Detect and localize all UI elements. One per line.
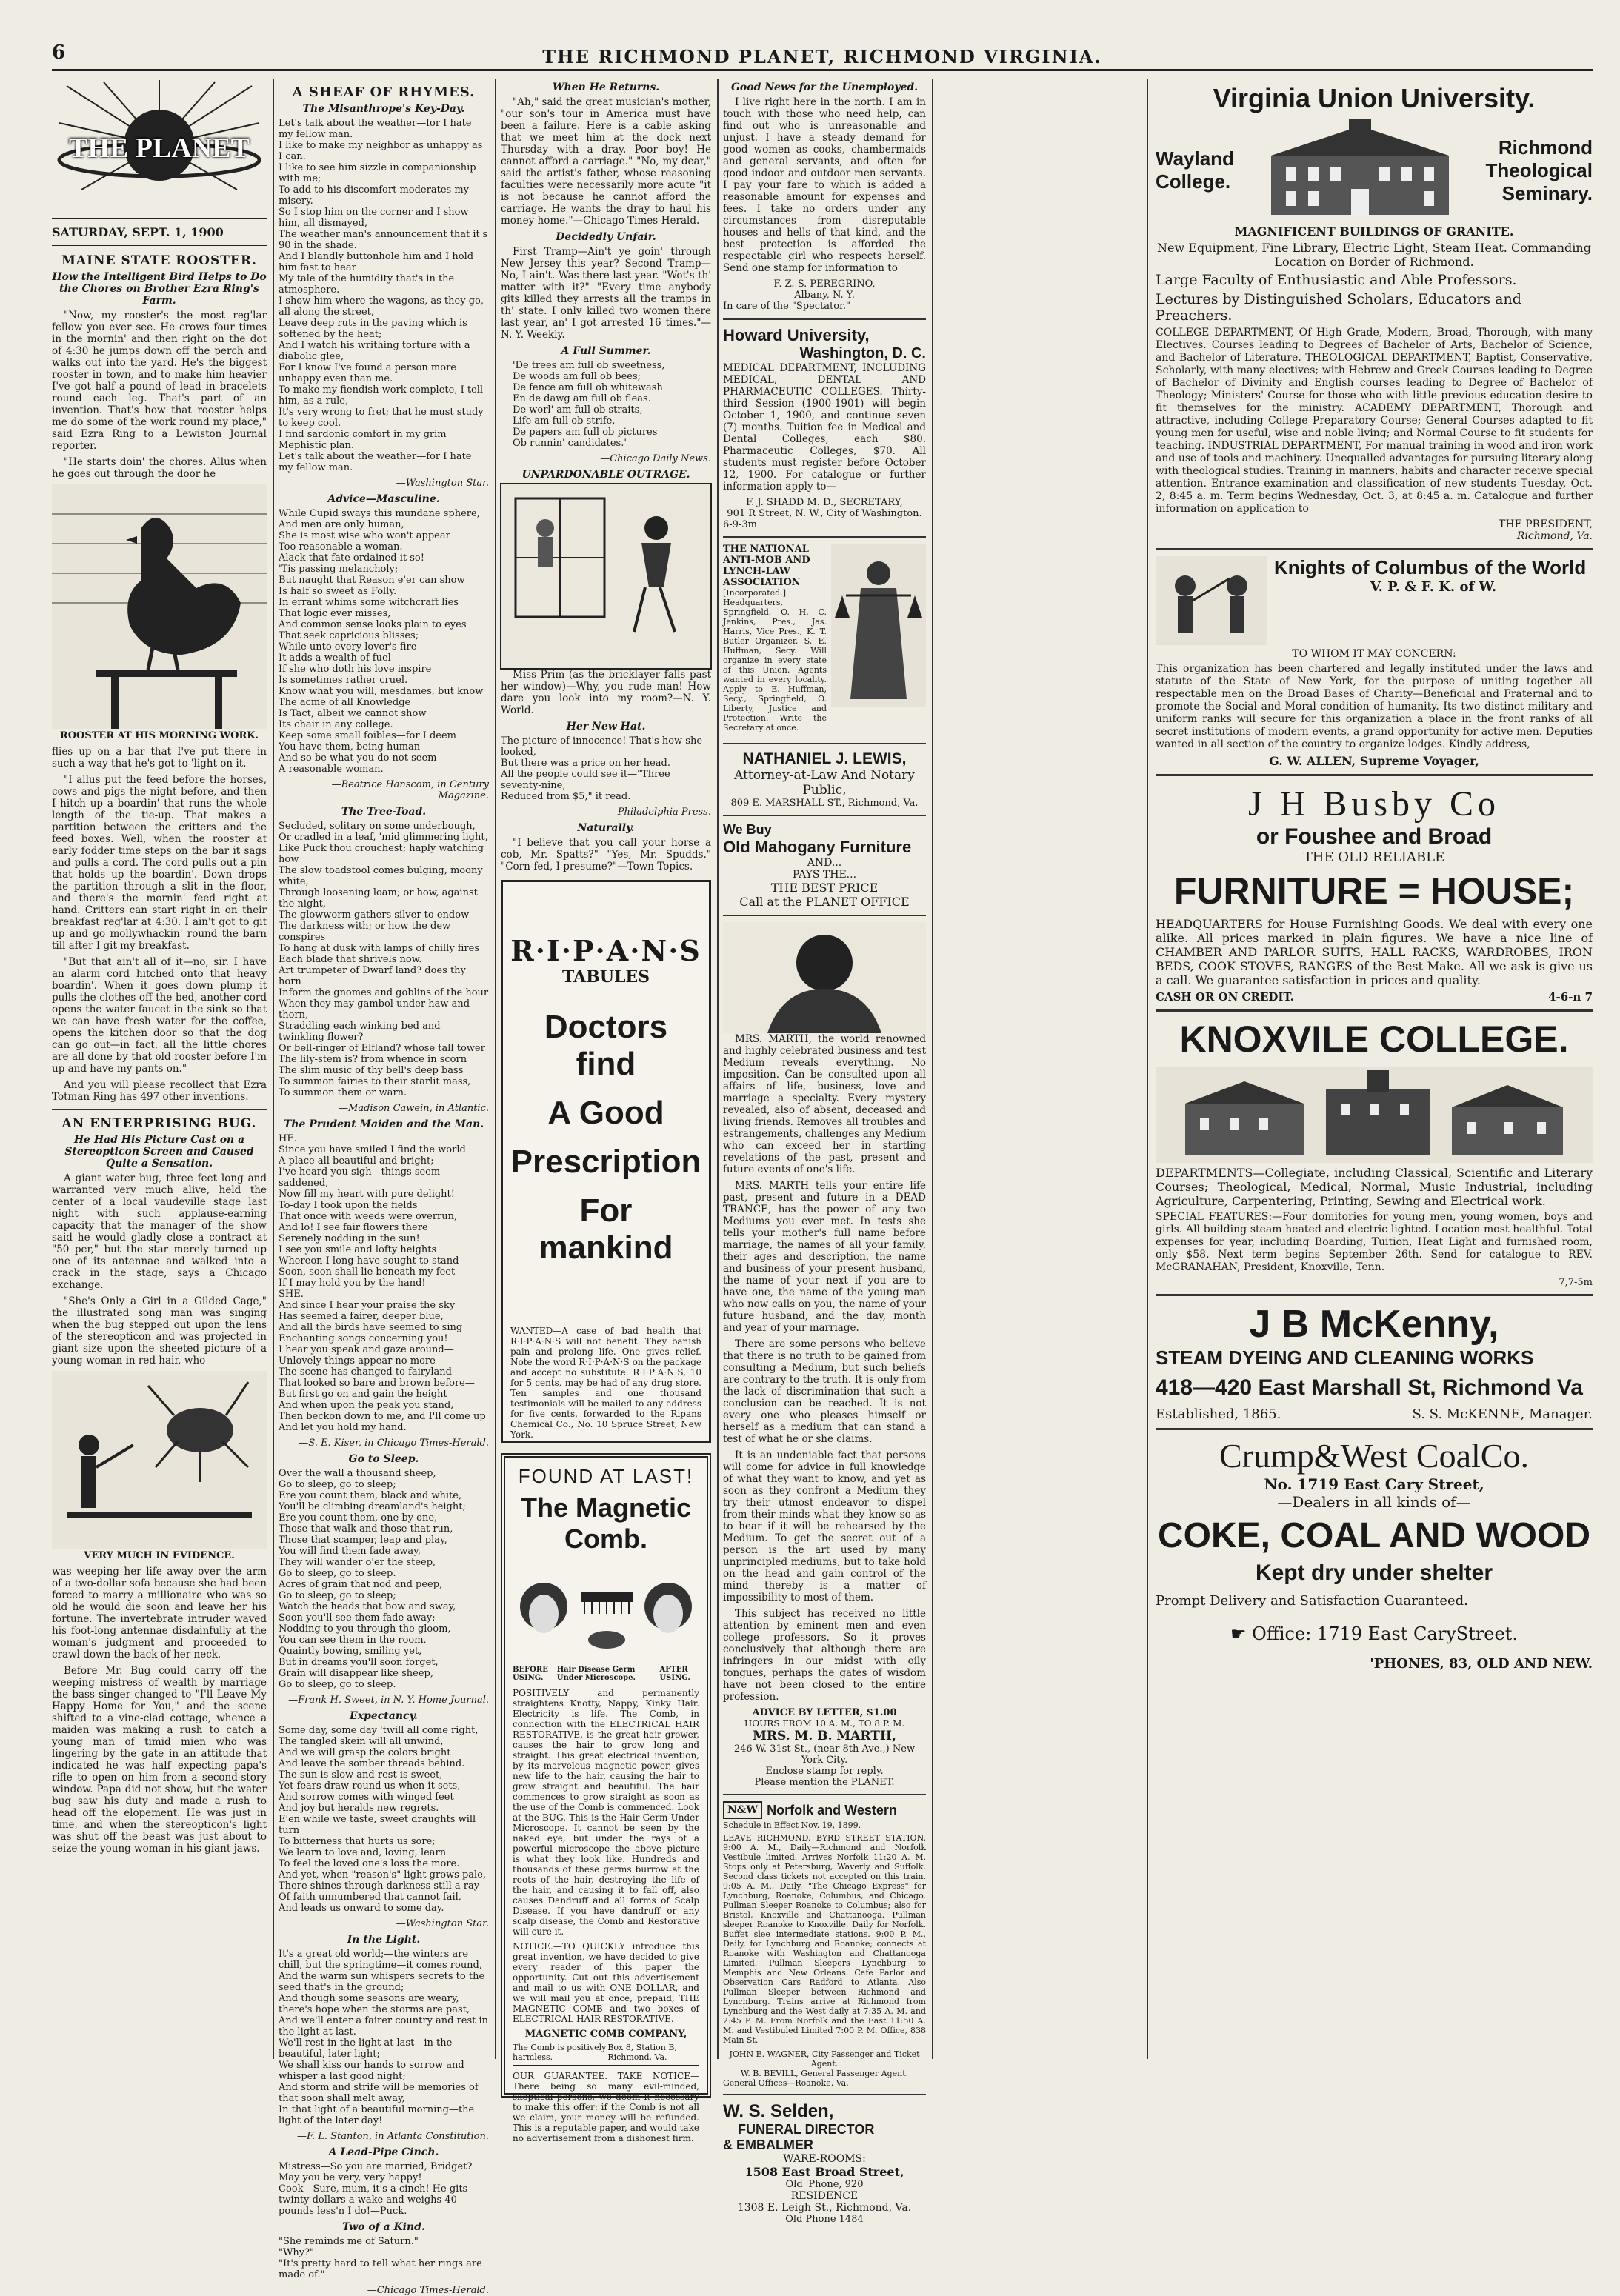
mckenny-title: J B McKenny, bbox=[1249, 1303, 1499, 1346]
comb-body: POSITIVELY and permanently straightens Knotty, Nappy, Kinky Hair. Electricity is life. The Comb, in connection with the ELECTRICAL HAIR RESTORATIVE, is the great hair grower, causes the hair to grow long and straight. This great electrical invention, by its marvelous magnetic power, gives new life to the hair, causing the hair to grow straight and beautiful. The hair commences to grow straight as soon as the use of the Comb is commenced. Look at the BUG. This is the Hair Germ Under Microscope. It cannot be seen by the naked eye, but under the rays of a powerful microscope the above picture is what they look like. Hundreds and thousands of these germs burrow at the roots of the hair, destroying the life of the hair, and causing it to fall off, also causes Dandruff and all forms of Scalp Disease. If you have dandruff or any scalp disease, the Comb and Restorative will cure it. bbox=[513, 1688, 699, 1937]
marth-paragraph: There are some persons who believe that there is no truth to be gained from consulting a Medium, but such beliefs are contrary to the truth. It is only from the lack of discrimination that such a conclusion can be reached. It is not every one who pleases himself or herself as a medium that can stand a test of what he or she claims. bbox=[723, 1338, 926, 1445]
crump-coke: COKE, COAL AND WOOD bbox=[1158, 1516, 1590, 1555]
lewis-name: NATHANIEL J. LEWIS, bbox=[742, 750, 907, 767]
section-title: A SHEAF OF RHYMES. bbox=[292, 84, 476, 100]
masthead bbox=[52, 79, 267, 219]
poem-credit: —Beatrice Hanscom, in Century Magazine. bbox=[331, 779, 489, 801]
busby-location: or Foushee and Broad bbox=[1256, 824, 1493, 849]
anti-mob-title: THE NATIONAL ANTI-MOB AND LYNCH-LAW ASSOCIATION bbox=[723, 544, 810, 588]
buy-title: Old Mahogany Furniture bbox=[723, 838, 912, 856]
cartoon-title: UNPARDONABLE OUTRAGE. bbox=[521, 469, 690, 481]
nw-office: General Offices—Roanoke, Va. bbox=[723, 2078, 849, 2088]
mckenny-address: 418—420 East Marshall St, Richmond Va bbox=[1156, 1375, 1583, 1400]
rooster-illustration bbox=[52, 484, 267, 729]
poem-credit: —F. L. Stanton, in Atlanta Constitution. bbox=[296, 2131, 489, 2142]
knox-body: DEPARTMENTS—Collegiate, including Classical, Scientific and Literary Courses; Theological, Medical, Normal, Music Industrial, including Agriculture, Carpentering, Printing, Sewing and Electrical work. bbox=[1156, 1166, 1593, 1208]
ripans-line: Doctors find bbox=[544, 1009, 668, 1082]
column-3 bbox=[501, 79, 711, 2143]
column-5 bbox=[1156, 79, 1593, 2059]
ripans-line: For mankind bbox=[539, 1192, 673, 1266]
poem-title: Advice—Masculine. bbox=[327, 493, 440, 505]
illustration-caption: ROOSTER AT HIS MORNING WORK. bbox=[59, 730, 259, 741]
comb-notice: NOTICE.—TO QUICKLY introduce this great invention, we have decided to give every reader of this paper the opportunity. Cut out this advertisement and mail to us with ONE DOLLAR, and we will mail you at once, prepaid, THE MAGNETIC COMB and two boxes of ELECTRICAL HAIR RESTORATIVE. bbox=[513, 1941, 699, 2024]
marth-paragraph: MRS. MARTH tells your entire life past, present and future in a DEAD TRANCE, has the power of any two Mediums you ever met. In tests she tells your mother's full name before marriage, the names of all your family, their ages and description, the name and business of your present husband, the name of your next if you are to have one, the name of the young man who now calls on you, the name of your future husband, and the day, month and year of your marriage. bbox=[723, 1180, 926, 1334]
comb-footer bbox=[513, 2043, 699, 2062]
vuu-left: Wayland bbox=[1156, 147, 1234, 170]
divider bbox=[1156, 1428, 1593, 1430]
poem-title: Her New Hat. bbox=[566, 721, 646, 732]
article-paragraph: And you will please recollect that Ezra Totman Ring has 497 other inventions. bbox=[52, 1079, 267, 1103]
divider bbox=[723, 2094, 926, 2095]
poem-credit: —Madison Cawein, in Atlantic. bbox=[339, 1103, 489, 1114]
mckenny-footer bbox=[1156, 1406, 1593, 1422]
column-rule bbox=[1147, 79, 1148, 2059]
ripans-line: Prescription bbox=[510, 1144, 701, 1180]
poem-title: The Misanthrope's Key-Day. bbox=[302, 103, 465, 115]
newspaper-title: THE RICHMOND PLANET, RICHMOND VIRGINIA. bbox=[542, 46, 1102, 67]
ad-text: I live right here in the north. I am in touch with those who need help, can find out who is unreasonable and unjust. I have a steady demand for good women as cooks, chambermaids and general servants, and often for good indoor and outdoor men servants. I pay your fare to which is added a reasonable amount for expenses and fees. I take no orders under any circumstances from disreputable houses and hells of that kind, and the best protection is afforded the respectable girl who respects herself. Send one stamp for information to bbox=[723, 96, 926, 274]
ad-care: In care of the "Spectator." bbox=[723, 301, 851, 312]
ripans-line: A Good bbox=[547, 1095, 664, 1131]
ripans-fine-print: WANTED—A case of bad health that R·I·P·A·N·S will not benefit. They banish pain and prolong life. One gives relief. Note the word R·I·P·A·N·S on the package and accept no substitute. R·I·P·A·N·S, 10 for 5 cents, may be had of any drug store. Ten samples and one thousand testimonials will be mailed to any address for five cents, forwarded to the Ripans Chemical Co., No. 10 Spruce Street, New York. bbox=[510, 1326, 701, 1440]
cartoon-caption: Miss Prim (as the bricklayer falls past her window)—Why, you rude man! How dare you look into my room?—N. Y. World. bbox=[501, 669, 711, 716]
mckenny-established: Established, 1865. bbox=[1156, 1406, 1281, 1422]
buy-price: THE BEST PRICE bbox=[770, 881, 879, 895]
magnetic-comb-advertisement bbox=[501, 1453, 711, 2143]
article-paragraph: "But that ain't all of it—no, sir. I have an alarm cord hitched onto that heavy boardin'. When it goes down plump it pulls the clothes off the bed, another cord opens the water faucet in the sink so that we can have fresh water for the coffee, opens the kitchen door so that the dog can go out—in fact, all the little chores are all done by that old rooster before I'm up and have my pants on." bbox=[52, 956, 267, 1075]
marth-stamp: Enclose stamp for reply. bbox=[765, 1766, 884, 1777]
nw-schedule: Schedule in Effect Nov. 19, 1899. bbox=[723, 1821, 861, 1830]
university-building-illustration bbox=[1256, 119, 1464, 222]
crump-dealers: —Dealers in all kinds of— bbox=[1277, 1493, 1471, 1511]
marth-address: 246 W. 31st St., (near 8th Ave.,) New York City. bbox=[733, 1743, 916, 1766]
marth-advice: ADVICE BY LETTER, $1.00 bbox=[752, 1707, 897, 1718]
ripans-heading bbox=[510, 934, 701, 987]
howard-secretary: F. J. SHADD M. D., SECRETARY, bbox=[746, 497, 903, 508]
poem-text: Mistress—So you are married, Bridget? May you be very, very happy! Cook—Sure, mum, it's a cinch! He gits twinty dollars a wake and weighs 40 pounds less'n I do!—Puck. bbox=[279, 2161, 473, 2217]
vuu-lectures: Lectures by Distinguished Scholars, Educators and Preachers. bbox=[1156, 291, 1521, 324]
comb-found: FOUND AT LAST! bbox=[518, 1465, 694, 1487]
divider bbox=[723, 536, 926, 538]
comb-illustration bbox=[514, 1562, 698, 1666]
busby-furniture: FURNITURE = HOUSE; bbox=[1173, 870, 1575, 912]
article-paragraph: was weeping her life away over the arm of a two-dollar sofa because she had been forced to marry a millionaire who was so old he would die soon and leave her his fortune. The invertebrate intruder waved his foot-long antennae disdainfully at the woman's judgment and proceeded to crawl down the back of her neck. bbox=[52, 1566, 267, 1661]
column-4 bbox=[723, 79, 926, 2225]
vuu-president: THE PRESIDENT, bbox=[1499, 518, 1593, 530]
crump-prompt: Prompt Delivery and Satisfaction Guaranteed. bbox=[1156, 1593, 1468, 1609]
divider bbox=[723, 318, 926, 320]
poem-credit: —Frank H. Sweet, in N. Y. Home Journal. bbox=[288, 1695, 489, 1706]
newspaper-page bbox=[52, 37, 1593, 2296]
buy-and: AND... bbox=[807, 857, 842, 869]
ripans-slogan bbox=[510, 1009, 701, 1267]
lewis-title: Attorney-at-Law And Notary Public, bbox=[734, 768, 915, 798]
poem-text: Some day, some day 'twill all come right, The tangled skein will all unwind, And we will grasp the colors bright And leave the somber threads behind. The sun is slow and rest is sweet, Yet fears draw round us when it sets, And sorrow comes with winged feet And joy but heralds new regrets. E'en while we taste, sweet draughts will turn To bitterness that hurts us sore; We learn to love and, loving, learn To feel the loved one's loss the more. And yet, when "reason's" light grows pale, There shines through darkness still a ray Of faith unnumbered that cannot fail, And leads us onward to some day. bbox=[279, 1725, 487, 1914]
poem-title: A Lead-Pipe Cinch. bbox=[328, 2146, 439, 2158]
poem-list bbox=[279, 103, 489, 2296]
anecdote-text: First Tramp—Ain't ye goin' through New Jersey this year? Second Tramp—No, I ain't. Was there last year. "Wot's th' matter with it?" "Every time anybody gits killed they arrests all the tramps in th' state. I only killed two women there last year, an' I got arrested 16 times."—N. Y. Weekly. bbox=[501, 246, 711, 341]
selden-name: W. S. Selden, bbox=[723, 2101, 834, 2121]
selden-address: 1508 East Broad Street, bbox=[744, 2165, 904, 2179]
nw-title: Norfolk and Western bbox=[767, 1802, 897, 1818]
howard-city: Washington, D. C. bbox=[799, 345, 926, 361]
comb-caption-germ: Hair Disease Germ Under Microscope. bbox=[556, 1666, 636, 1682]
vuu-body: COLLEGE DEPARTMENT, Of High Grade, Modern, Broad, Thorough, with many Electives. Courses leading to Degrees of Bachelor of Arts, Bachelor of Science, and Bachelor of Literature. THEOLOGICAL DEPARTMENT, Baptist, Conservative, Scholarly, with many electives; with Hebrew and Greek Courses leading to Degree of Bachelor of Divinity and English courses leading to Degree of Bachelor of Theology; Ministers' Course for those who with little previous education desire to fit themselves for the ministry. ACADEMY DEPARTMENT, Thorough and attractive, including College Preparatory Course; General Courses adapted to fit young men for useful, wise and noble living; and Normal Course to fit students for teaching. INDUSTRIAL DEPARTMENT, For manual training in wood and iron work and use of tools and machinery. Unequalled advantages for pursuing literary along with theological studies. Training in manners, habits and character receive special attention. Entrance examination and classification of new students Tuesday, Oct. 2, 8:45 a. m. Term begins Wednesday, Oct. 3, at 8:45 a. m. Catalogue and further information on application to bbox=[1156, 327, 1593, 515]
busby-name: J H Busby Co bbox=[1247, 784, 1501, 824]
anti-mob-text: [Incorporated.] Headquarters, Springfield, O. H. C. Jenkins, Pres., Jas. Harris, Vice Pres., K. T. Butler Organizer, S. E. Huffman, Secy. Will organize in every state of this Union. Agents wanted in every locality. Apply to E. Huffman, Secy., Springfield, O. Liberty, Justice and Protection. Write the Secretary at once. bbox=[723, 588, 827, 732]
vuu-title: Virginia Union University. bbox=[1213, 83, 1536, 113]
vuu-right: Theological bbox=[1485, 158, 1593, 181]
knox-title: KNOXVILE COLLEGE. bbox=[1179, 1018, 1569, 1060]
outrage-illustration bbox=[501, 484, 711, 669]
busby-code: 4-6-n 7 bbox=[1548, 990, 1593, 1004]
marth-name: MRS. M. B. MARTH, bbox=[753, 1729, 896, 1743]
article-subtitle: How the Intelligent Bird Helps to Do the Chores on Brother Ezra Ring's Farm. bbox=[52, 271, 267, 307]
selden-title: & EMBALMER bbox=[723, 2138, 813, 2152]
busby-cash: CASH OR ON CREDIT. bbox=[1156, 990, 1294, 1004]
poem-text: Secluded, solitary on some underbough, Or cradled in a leaf, 'mid glimmering light, Like Puck thou crouchest; haply watching how The slow toadstool comes bulging, moony white, Through loosening loam; or how, against the night, The glowworm gathers silver to endow The darkness with; or how the dew conspires To hang at dusk with lamps of chilly fires Each blade that shrivels now. Art trumpeter of Dwarf land? does thy horn Inform the gnomes and goblins of the hour When they may gambol under haw and thorn, Straddling each winking bed and twinkling flower? Or bell-ringer of Elfland? whose tall tower The lily-stem is? from whence in scorn The slim music of thy bell's deep bass To summon fairies to their starlit mass, To summon them or warn. bbox=[279, 821, 489, 1098]
selden-phone: Old 'Phone, 920 bbox=[785, 2179, 864, 2190]
medium-portrait bbox=[723, 922, 926, 1033]
busby-footer bbox=[1156, 990, 1593, 1004]
buy-call: Call at the PLANET OFFICE bbox=[739, 895, 910, 909]
kc-subtitle: V. P. & F. K. of W. bbox=[1370, 579, 1497, 595]
anecdote-title: Naturally. bbox=[577, 822, 635, 834]
nw-header: N&W Norfolk and Western bbox=[723, 1801, 926, 1819]
comb-caption-before: BEFORE USING. bbox=[513, 1666, 548, 1682]
anecdote-text: "Ah," said the great musician's mother, "our son's tour in America must have been a failure. Here is a cable asking that we meet him at the dock next Thursday with a dray. Poor boy! He cannot afford a carriage." "No, my dear," said the artist's father, whose reasoning faculties were necessarily more acute "it is not because he cannot afford the carriage. He wants the dray to haul his money home."—Chicago Times-Herald. bbox=[501, 96, 711, 227]
marth-hours: HOURS FROM 10 A. M., TO 8 P. M. bbox=[744, 1718, 905, 1729]
selden-phone: Old Phone 1484 bbox=[785, 2214, 864, 2225]
crump-dry: Kept dry under shelter bbox=[1255, 1561, 1493, 1585]
marth-paragraph: It is an undeniable fact that persons will come for advice in full knowledge of what they want to know, and yet as soon as they confront a Medium they try their utmost endeavor to dispel from their minds what they know so as to hear if it will be rehearsed by the Medium. To get the secret out of a person is the art used by many unprincipled mediums, but to take hold on the head and gain control of the mind thereby is a matter of impossibility to most of them. bbox=[723, 1449, 926, 1603]
comb-guarantee: OUR GUARANTEE. TAKE NOTICE—There being so many evil-minded, skeptical persons, we deem it necessary to make this offer: if the Comb is not all we claim, your money will be refunded. This is a reputable paper, and would take no advertisement from a dishonest firm. bbox=[513, 2065, 699, 2143]
article-paragraph: "I allus put the feed before the horses, cows and pigs the night before, and then I hitch up a boardin' that runs the whole length of the tie-up. That makes a partition between the critters and the feed boxes. Well, when the rooster at early fodder time steps on the bar it sags and pulls a cord. The cord pulls out a pin that holds up the boardin'. Down drops the partition through a slit in the floor, and there's the mornin' feed right at hand. Critters can start right in on their breakfast reg'lar at 4:30. I ain't got to git up and go mollywhackin' round the barn till after I git my breakfast. bbox=[52, 774, 267, 952]
vuu-right: Richmond bbox=[1498, 136, 1593, 158]
buy-pays: PAYS THE... bbox=[792, 869, 857, 881]
column-rule bbox=[932, 79, 933, 2059]
poem-title: Expectancy. bbox=[350, 1710, 418, 1722]
howard-text: MEDICAL DEPARTMENT, INCLUDING MEDICAL, DENTAL AND PHARMACEUTIC COLLEGES. Thirty-third Session (1900-1901) will begin October 1, 1900, and continue seven (7) months. Tuition fee in Medical and Dental Colleges, each $80. Pharmaceutic Colleges, $70. All students must register before October 12, 1900. For catalogue or further information apply to— bbox=[723, 362, 926, 493]
poem-text: It's a great old world;—the winters are chill, but the springtime—it comes round, And the warm sun whispers secrets to the seed that's in the ground; And though some seasons are weary, there's hope when the storms are past, And we'll enter a fairer country and rest in the light at last. We'll rest in the light at last—in the beautiful, later light; We shall kiss our hands to sorrow and whisper a last good night; And storm and strife will be memories of that soon shall melt away, In that light of a beautiful morning—the light of the later day! bbox=[279, 1949, 489, 2126]
comb-captions bbox=[513, 1666, 699, 1682]
divider bbox=[723, 915, 926, 916]
mckenny-works: STEAM DYEING AND CLEANING WORKS bbox=[1156, 1346, 1534, 1369]
illustration-caption: VERY MUCH IN EVIDENCE. bbox=[84, 1550, 235, 1561]
crump-office bbox=[1156, 1623, 1593, 1644]
howard-address: 901 R Street, N. W., City of Washington. bbox=[727, 508, 922, 519]
poem-title: Go to Sleep. bbox=[348, 1453, 419, 1465]
column-2 bbox=[279, 79, 489, 2296]
kc-title: Knights of Columbus of the World bbox=[1274, 556, 1587, 578]
ripans-tabules: TABULES bbox=[561, 967, 650, 987]
issue-date: SATURDAY, SEPT. 1, 1900 bbox=[52, 219, 267, 247]
column-1 bbox=[52, 79, 267, 2059]
poem-title: In the Light. bbox=[347, 1934, 421, 1946]
poem-title: A Full Summer. bbox=[561, 345, 651, 357]
crump-phones: 'PHONES, 83, OLD AND NEW. bbox=[1370, 1656, 1593, 1672]
article-title: AN ENTERPRISING BUG. bbox=[61, 1116, 257, 1131]
comb-caption-after: AFTER USING. bbox=[659, 1666, 690, 1682]
kc-address-line: TO WHOM IT MAY CONCERN: bbox=[1292, 648, 1456, 660]
article-subtitle: He Had His Picture Cast on a Stereopticon Screen and Caused Quite a Sensation. bbox=[64, 1134, 254, 1169]
vuu-city: Richmond, Va. bbox=[1516, 530, 1593, 542]
buy-we: We Buy bbox=[723, 822, 772, 837]
ad-title: Good News for the Unemployed. bbox=[730, 81, 919, 93]
page-number: 6 bbox=[52, 41, 66, 64]
crump-address: No. 1719 East Cary Street, bbox=[1264, 1475, 1484, 1493]
comb-company: MAGNETIC COMB COMPANY, bbox=[524, 2029, 687, 2040]
poem-text: Let's talk about the weather—for I hate my fellow man. I like to make my neighbor as unhappy as I can. I like to see him sizzle in companionship with me; To add to his discomfort moderates my misery. So I stop him on the corner and I show him, all dismayed, The weather man's announcement that it's 90 in the shade. And I blandly buttonhole him and I hold him fast to hear My tale of the humidity that's in the atmosphere. I show him where the wagons, as they go, all along the street, Leave deep ruts in the paving which is softened by the heat; And I watch his writhing torture with a diabolic glee, For I know I've found a person more unhappy even than me. To make my fiendish work complete, I tell him, as a rule, It's very wrong to fret; that he must study to keep cool. I find sardonic comfort in my grim Mephistic plan. Let's talk about the weather—for I hate my fellow man. bbox=[279, 118, 488, 473]
comb-harmless: The Comb is positively harmless. bbox=[513, 2043, 607, 2062]
kc-body: This organization has been chartered and legally instituted under the laws and statute of the State of New York, for the purpose of uniting together all respectable men on the Broad Bases of Charity—Beneficial and Fraternal and to promote the Social and Moral condition of humanity. Its two distinct military and uniform ranks will secure for this organization a place in the front ranks of all secret institutions of modern events, a grand opportunity for active men. Deputies wanted in all section of the country to organize lodges. Kindly address, bbox=[1156, 663, 1593, 750]
column-rule bbox=[273, 79, 274, 2059]
kc-header bbox=[1156, 556, 1593, 645]
busby-old: THE OLD RELIABLE bbox=[1303, 850, 1445, 865]
marth-paragraph: This subject has received no little attention by eminent men and even college professors. So it proves conclusively that although there are infringers in our midst with oily tongues, perhaps the gates of wisdom have not been closed to the entire profession. bbox=[723, 1608, 926, 1703]
comb-title: The Magnetic Comb. bbox=[520, 1492, 692, 1554]
vuu-faculty: Large Faculty of Enthusiastic and Able Professors. bbox=[1156, 272, 1517, 288]
vuu-right: Seminary. bbox=[1501, 181, 1593, 204]
divider bbox=[723, 743, 926, 744]
article-paragraph: "He starts doin' the chores. Allus when he goes out through the door he bbox=[52, 456, 267, 480]
divider bbox=[723, 815, 926, 816]
justice-figure-icon bbox=[831, 544, 926, 707]
anecdote-title: When He Returns. bbox=[552, 81, 660, 93]
selden-residence: RESIDENCE bbox=[790, 2190, 859, 2202]
anti-mob-ad bbox=[723, 544, 926, 737]
poem-text: "She reminds me of Saturn." "Why?" "It's pretty hard to tell what her rings are made of." bbox=[279, 2236, 482, 2280]
crump-office-text: Office: 1719 East CaryStreet. bbox=[1252, 1623, 1518, 1644]
ripans-brand: R·I·P·A·N·S bbox=[510, 934, 701, 967]
divider bbox=[1156, 774, 1593, 776]
nw-body: LEAVE RICHMOND, BYRD STREET STATION. 9:00 A. M., Daily—Richmond and Norfolk Vestibule limited. Arrives Norfolk 11:20 A. M. Stops only at Petersburg, Waverly and Suffolk. Second class tickets not accepted on this train. 9:05 A. M., Daily, "The Chicago Express" for Lynchburg, Roanoke, Columbus, and Chicago. Pullman Sleeper Roanoke to Columbus; also for Bristol, Knoxville and Chattanooga. Pullman sleeper Roanoke to Knoxville. Daily for Norfolk. Buffet slee intermediate stations. 9:00 P. M., Daily, for Lynchburg and Roanoke; connects at Roanoke with Washington and Chattanooga Limited. Pullman Sleepers Lynchburg to Memphis and New Orleans. Cafe Parlor and Observation Cars Radford to Atlanta. Also Pullman Sleeper between Richmond and Lynchburg. Trains arrive at Richmond from Lynchburg and the West daily at 7:35 A. M. and 2:45 P. M. From Norfolk and the East 11:50 A. M. and Vestibuled Limited 7:00 P. M. Office, 838 Main St. bbox=[723, 1833, 926, 2045]
poem-credit: —S. E. Kiser, in Chicago Times-Herald. bbox=[299, 1438, 489, 1449]
poem-text: 'De trees am full ob sweetness, De woods am full ob bees; De fence am full ob whitewash En de dawg am full ob fleas. De worl' am full ob straits, Life am full ob strife, De papers am full ob pictures Ob runnin' candidates.' bbox=[513, 360, 665, 449]
knox-special: SPECIAL FEATURES:—Four domitories for young men, young women, boys and girls. All building steam heated and electric lighted. Location most healthful. Total expenses for year, including Boarding, Tuition, Heat Light and furnished room, only $58. Next term begins September 26th. Send for catalogue to REV. McGRANAHAN, President, Knoxville, Tenn. bbox=[1156, 1211, 1593, 1273]
divider bbox=[1156, 1009, 1593, 1012]
poem-credit: —Washington Star. bbox=[396, 478, 489, 489]
poem-credit: —Washington Star. bbox=[396, 1918, 489, 1929]
lewis-address: 809 E. MARSHALL ST., Richmond, Va. bbox=[730, 798, 919, 809]
page-header bbox=[52, 37, 1593, 71]
anecdote-text: "I believe that you call your horse a cob, Mr. Spatts?" "Yes, Mr. Spudds." "Corn-fed, I presume?"—Town Topics. bbox=[501, 837, 711, 872]
howard-dates: 6-9-3m bbox=[723, 519, 757, 530]
article-paragraph: "She's Only a Girl in a Gilded Cage," the illustrated song man was singing when the bug stepped out upon the lens of the stereopticon and was projected in giant size upon the sheeted picture of a young woman in red hair, who bbox=[52, 1295, 267, 1366]
article-paragraph: flies up on a bar that I've put there in such a way that he's got to 'light on it. bbox=[52, 746, 267, 770]
vuu-banner bbox=[1156, 119, 1593, 222]
poem-text: While Cupid sways this mundane sphere, And men are only human, She is most wise who won't appear Too reasonable a woman. Alack that fate ordained it so! 'Tis passing melancholy; But naught that Reason e'er can show Is half so sweet as Folly. In errant whims some witchcraft lies That logic ever misses, And common sense looks plain to eyes That seek capricious blisses; While unto every lover's fire It adds a wealth of fuel If she who doth his love inspire Is sometimes rather cruel. Know what you will, mesdames, but know The acme of all Knowledge Is Tact, albeit we cannot show Its chair in any college. Keep some small foibles—for I deem You have them, being human— And so be what you do not seem— A reasonable woman. bbox=[279, 508, 484, 775]
knox-code: 7,7-5m bbox=[1559, 1277, 1593, 1288]
column-rule bbox=[495, 79, 496, 2059]
divider bbox=[723, 1794, 926, 1795]
anecdote-title: Decidedly Unfair. bbox=[556, 231, 656, 243]
crump-title: Crump&West CoalCo. bbox=[1219, 1437, 1529, 1475]
ripans-advertisement bbox=[501, 880, 711, 1443]
poem-title: The Prudent Maiden and the Man. bbox=[283, 1118, 484, 1130]
article-title: MAINE STATE ROOSTER. bbox=[61, 253, 257, 268]
college-campus-illustration bbox=[1156, 1067, 1593, 1163]
nw-agent: W. B. BEVILL, General Passenger Agent. bbox=[740, 2069, 909, 2078]
article-paragraph: Before Mr. Bug could carry off the weeping mistress of wealth by marriage the bass singer changed to "I'll Leave My Happy Home for You," and the scene shifted to a vine-clad cottage, whence a maiden was making a rush to catch a young man of timid mien who was lingering by the gate in an attitude that indicated he was half expecting papa's rifle to open on him from a second-story window. Papa did not show, but the water bug saw his duty and made a rush to head off the elopement. He was just in time, and when the stereopticon's light was shut off the beast was just about to seize the young woman in his giant jaws. bbox=[52, 1665, 267, 1855]
divider bbox=[1156, 1294, 1593, 1296]
poem-credit: —Chicago Daily News. bbox=[600, 453, 711, 464]
selden-rooms: WARE-ROOMS: bbox=[783, 2153, 866, 2165]
ad-name: F. Z. S. PEREGRINO, bbox=[773, 278, 876, 290]
poem-credit: —Chicago Times-Herald. bbox=[367, 2285, 489, 2296]
busby-body: HEADQUARTERS for House Furnishing Goods. We deal with every one alike. All prices marked in plain figures. We have a nice line of CHAMBER AND PARLOR SUITS, HALL RACKS, WARDROBES, IRON BEDS, COOK STOVES, RANGES of the Best Make. All we ask is give us a call. We guarantee satisfaction in prices and quality. bbox=[1156, 917, 1593, 987]
bug-illustration bbox=[52, 1371, 267, 1549]
poem-credit: —Philadelphia Press. bbox=[607, 807, 711, 818]
nw-agent: JOHN E. WAGNER, City Passenger and Ticket Agent. bbox=[729, 2049, 920, 2069]
vuu-equipment: New Equipment, Fine Library, Electric Light, Steam Heat. Commanding Location on Border of Richmond. bbox=[1157, 241, 1591, 269]
poem-title: The Tree-Toad. bbox=[341, 806, 427, 818]
mckenny-manager: S. S. McKENNE, Manager. bbox=[1412, 1406, 1593, 1422]
poem-title: Two of a Kind. bbox=[342, 2221, 425, 2233]
marth-mention: Please mention the PLANET. bbox=[754, 1777, 895, 1788]
divider bbox=[1156, 548, 1593, 550]
masthead-title: THE PLANET bbox=[69, 133, 250, 164]
comb-address: Box 8, Station B, Richmond, Va. bbox=[607, 2043, 677, 2062]
howard-title: Howard University, bbox=[723, 326, 870, 344]
ad-city: Albany, N. Y. bbox=[794, 290, 855, 301]
vuu-left: College. bbox=[1156, 170, 1231, 193]
article-paragraph: A giant water bug, three feet long and warranted very much alive, held the center of a local vaudeville stage last night with such applause-earning capacity that the manager of the show said he would gladly close a contract at "50 per," but the star merely turned up one of its antennae and walked into a crack in the stage, says a Chicago exchange. bbox=[52, 1172, 267, 1291]
kc-signature: G. W. ALLEN, Supreme Voyager, bbox=[1269, 754, 1479, 768]
divider bbox=[52, 1109, 267, 1110]
poem-text: The picture of innocence! That's how she looked, But there was a price on her head. All the people could see it—"Three seventy-nine, Reduced from $5," it read. bbox=[501, 735, 703, 802]
selden-title: FUNERAL DIRECTOR bbox=[738, 2122, 875, 2137]
vuu-buildings: MAGNIFICENT BUILDINGS OF GRANITE. bbox=[1234, 224, 1514, 238]
knights-emblem bbox=[1156, 556, 1267, 645]
marth-paragraph: MRS. MARTH, the world renowned and highly celebrated business and test Medium reveals everything. No imposition. Can be consulted upon all affairs of life, business, love and marriage a specialty. Every mystery revealed, also of absent, deceased and living friends. Removes all troubles and estrangements, challenges any Medium who can exceed her in startling revelations of the past, present and future events of one's life. bbox=[723, 1033, 926, 1175]
pointing-hand-icon: ☛ bbox=[1230, 1623, 1247, 1644]
selden-residence-address: 1308 E. Leigh St., Richmond, Va. bbox=[737, 2202, 912, 2214]
poem-text: Over the wall a thousand sheep, Go to sleep, go to sleep; Ere you count them, black and white, You'll be climbing dreamland's height; Ere you count them, one by one, Those that walk and those that run, Those that scamper, leap and play, You will find them fade away, They will wander o'er the steep, Go to sleep, go to sleep. Acres of grain that nod and peep, Go to sleep, go to sleep; Watch the heads that bow and sway, Soon you'll see them fade away; Nodding to you through the gloom, You can see them in the room, Quaintly bowing, smiling yet, But in dreams you'll soon forget, Grain will disappear like sheep, Go to sleep, go to sleep. bbox=[279, 1468, 466, 1690]
poem-text: HE. Since you have smiled I find the world A place all beautiful and bright; I've heard you sigh—things seem saddened, Now fill my heart with pure delight! To-day I took upon the fields That once with weeds were overrun, And lo! I see fair flowers there Serenely nodding in the sun! I see you smile and lofty heights Whereon I long have sought to stand Soon, soon shall lie beneath my feet If I may hold you by the hand! SHE. And since I hear your praise the sky Has seemed a fairer, deeper blue, And all the birds have seemed to sing Enchanting songs concerning you! I hear you speak and gaze around— Unlovely things appear no more— The scene has changed to fairyland That looked so bare and brown before— But first go on and gain the height And when upon the peak you stand, Then beckon down to me, and I'll come up And let you hold my hand. bbox=[279, 1133, 486, 1433]
column-rule bbox=[717, 79, 719, 2059]
article-paragraph: "Now, my rooster's the most reg'lar fellow you ever see. He crows four times in the mornin' and then right on the dot of 4:30 he jumps down off the perch and walks out into the yard. He's the biggest rooster in town, and to make him heavier I've got half a pound of lead in bracelets round each leg. That's part of an invention. That's how that rooster helps me do some of the work round my place," said Ezra Ring to a Lewiston Journal reporter. bbox=[52, 310, 267, 452]
